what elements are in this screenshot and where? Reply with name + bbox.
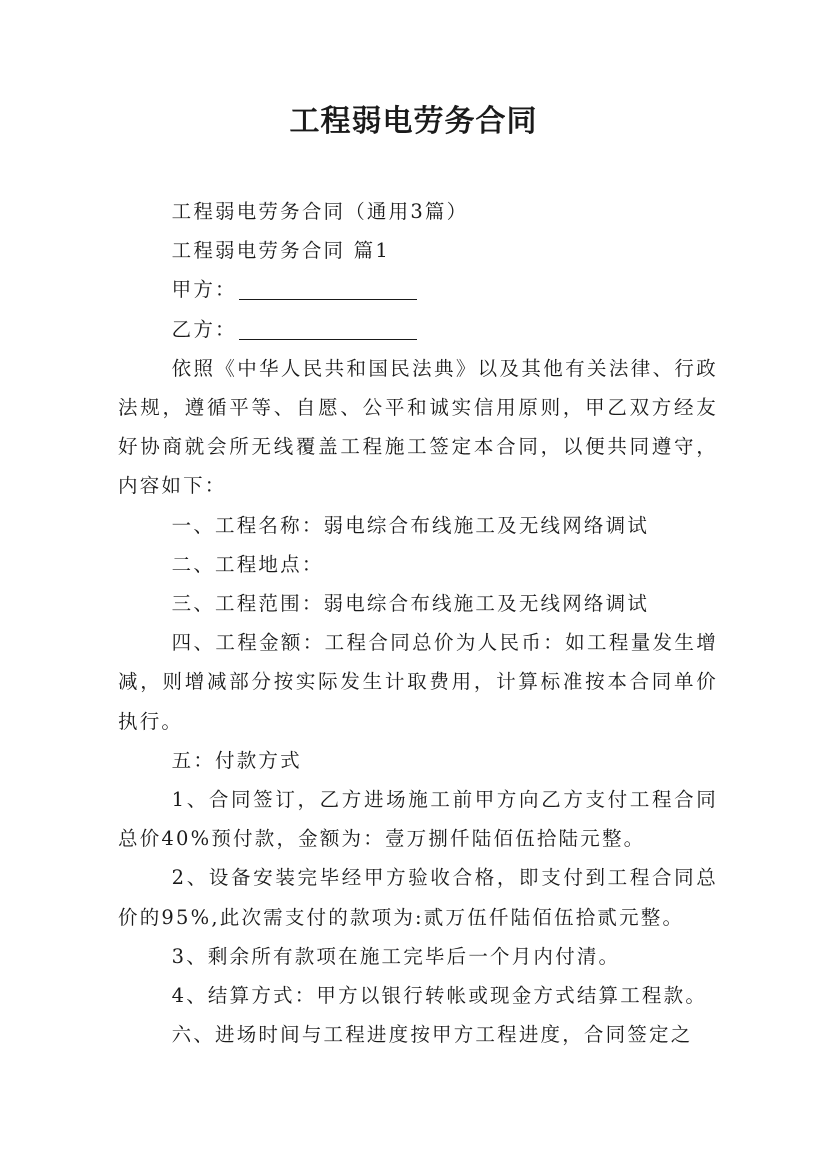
document-title: 工程弱电劳务合同 [289, 104, 538, 139]
party-a-blank [239, 275, 417, 300]
party-a-line [118, 270, 718, 309]
clause-payment-heading: 五：付款方式 [171, 748, 302, 772]
document-subtitle: 工程弱电劳务合同（通用3篇） [171, 200, 469, 223]
clause-project-scope: 三、工程范围：弱电综合布线施工及无线网络调试 [171, 592, 650, 616]
payment-item-4: 4、结算方式：甲方以银行转帐或现金方式结算工程款。 [171, 984, 708, 1008]
clause-project-location: 二、工程地点： [171, 552, 324, 576]
payment-item-2: 2、设备安装完毕经甲方验收合格，即支付到工程合同总价的95%,此次需支付的款项为:贰万伍仟陆佰伍拾贰元整。 [118, 866, 718, 929]
document-body [118, 192, 718, 1054]
party-b-blank [239, 315, 417, 340]
clause-project-name: 一、工程名称：弱电综合布线施工及无线网络调试 [171, 513, 650, 537]
party-b-line [118, 310, 718, 349]
party-b-label: 乙方： [171, 317, 237, 341]
payment-item-3: 3、剩余所有款项在施工完毕后一个月内付清。 [171, 944, 621, 968]
payment-item-1: 1、合同签订，乙方进场施工前甲方向乙方支付工程合同总价40%预付款，金额为：壹万捌仟陆佰伍拾陆元整。 [118, 788, 718, 851]
preamble-paragraph: 依照《中华人民共和国民法典》以及其他有关法律、行政法规，遵循平等、自愿、公平和诚实信用原则，甲乙双方经友好协商就会所无线覆盖工程施工签定本合同，以便共同遵守，内容如下： [118, 356, 718, 498]
clause-project-amount: 四、工程金额：工程合同总价为人民币：如工程量发生增减，则增减部分按实际发生计取费用，计算标准按本合同单价执行。 [118, 631, 718, 733]
section-heading: 工程弱电劳务合同 篇1 [171, 239, 390, 263]
party-a-label: 甲方： [171, 278, 237, 302]
clause-schedule: 六、进场时间与工程进度按甲方工程进度，合同签定之 [171, 1023, 693, 1047]
